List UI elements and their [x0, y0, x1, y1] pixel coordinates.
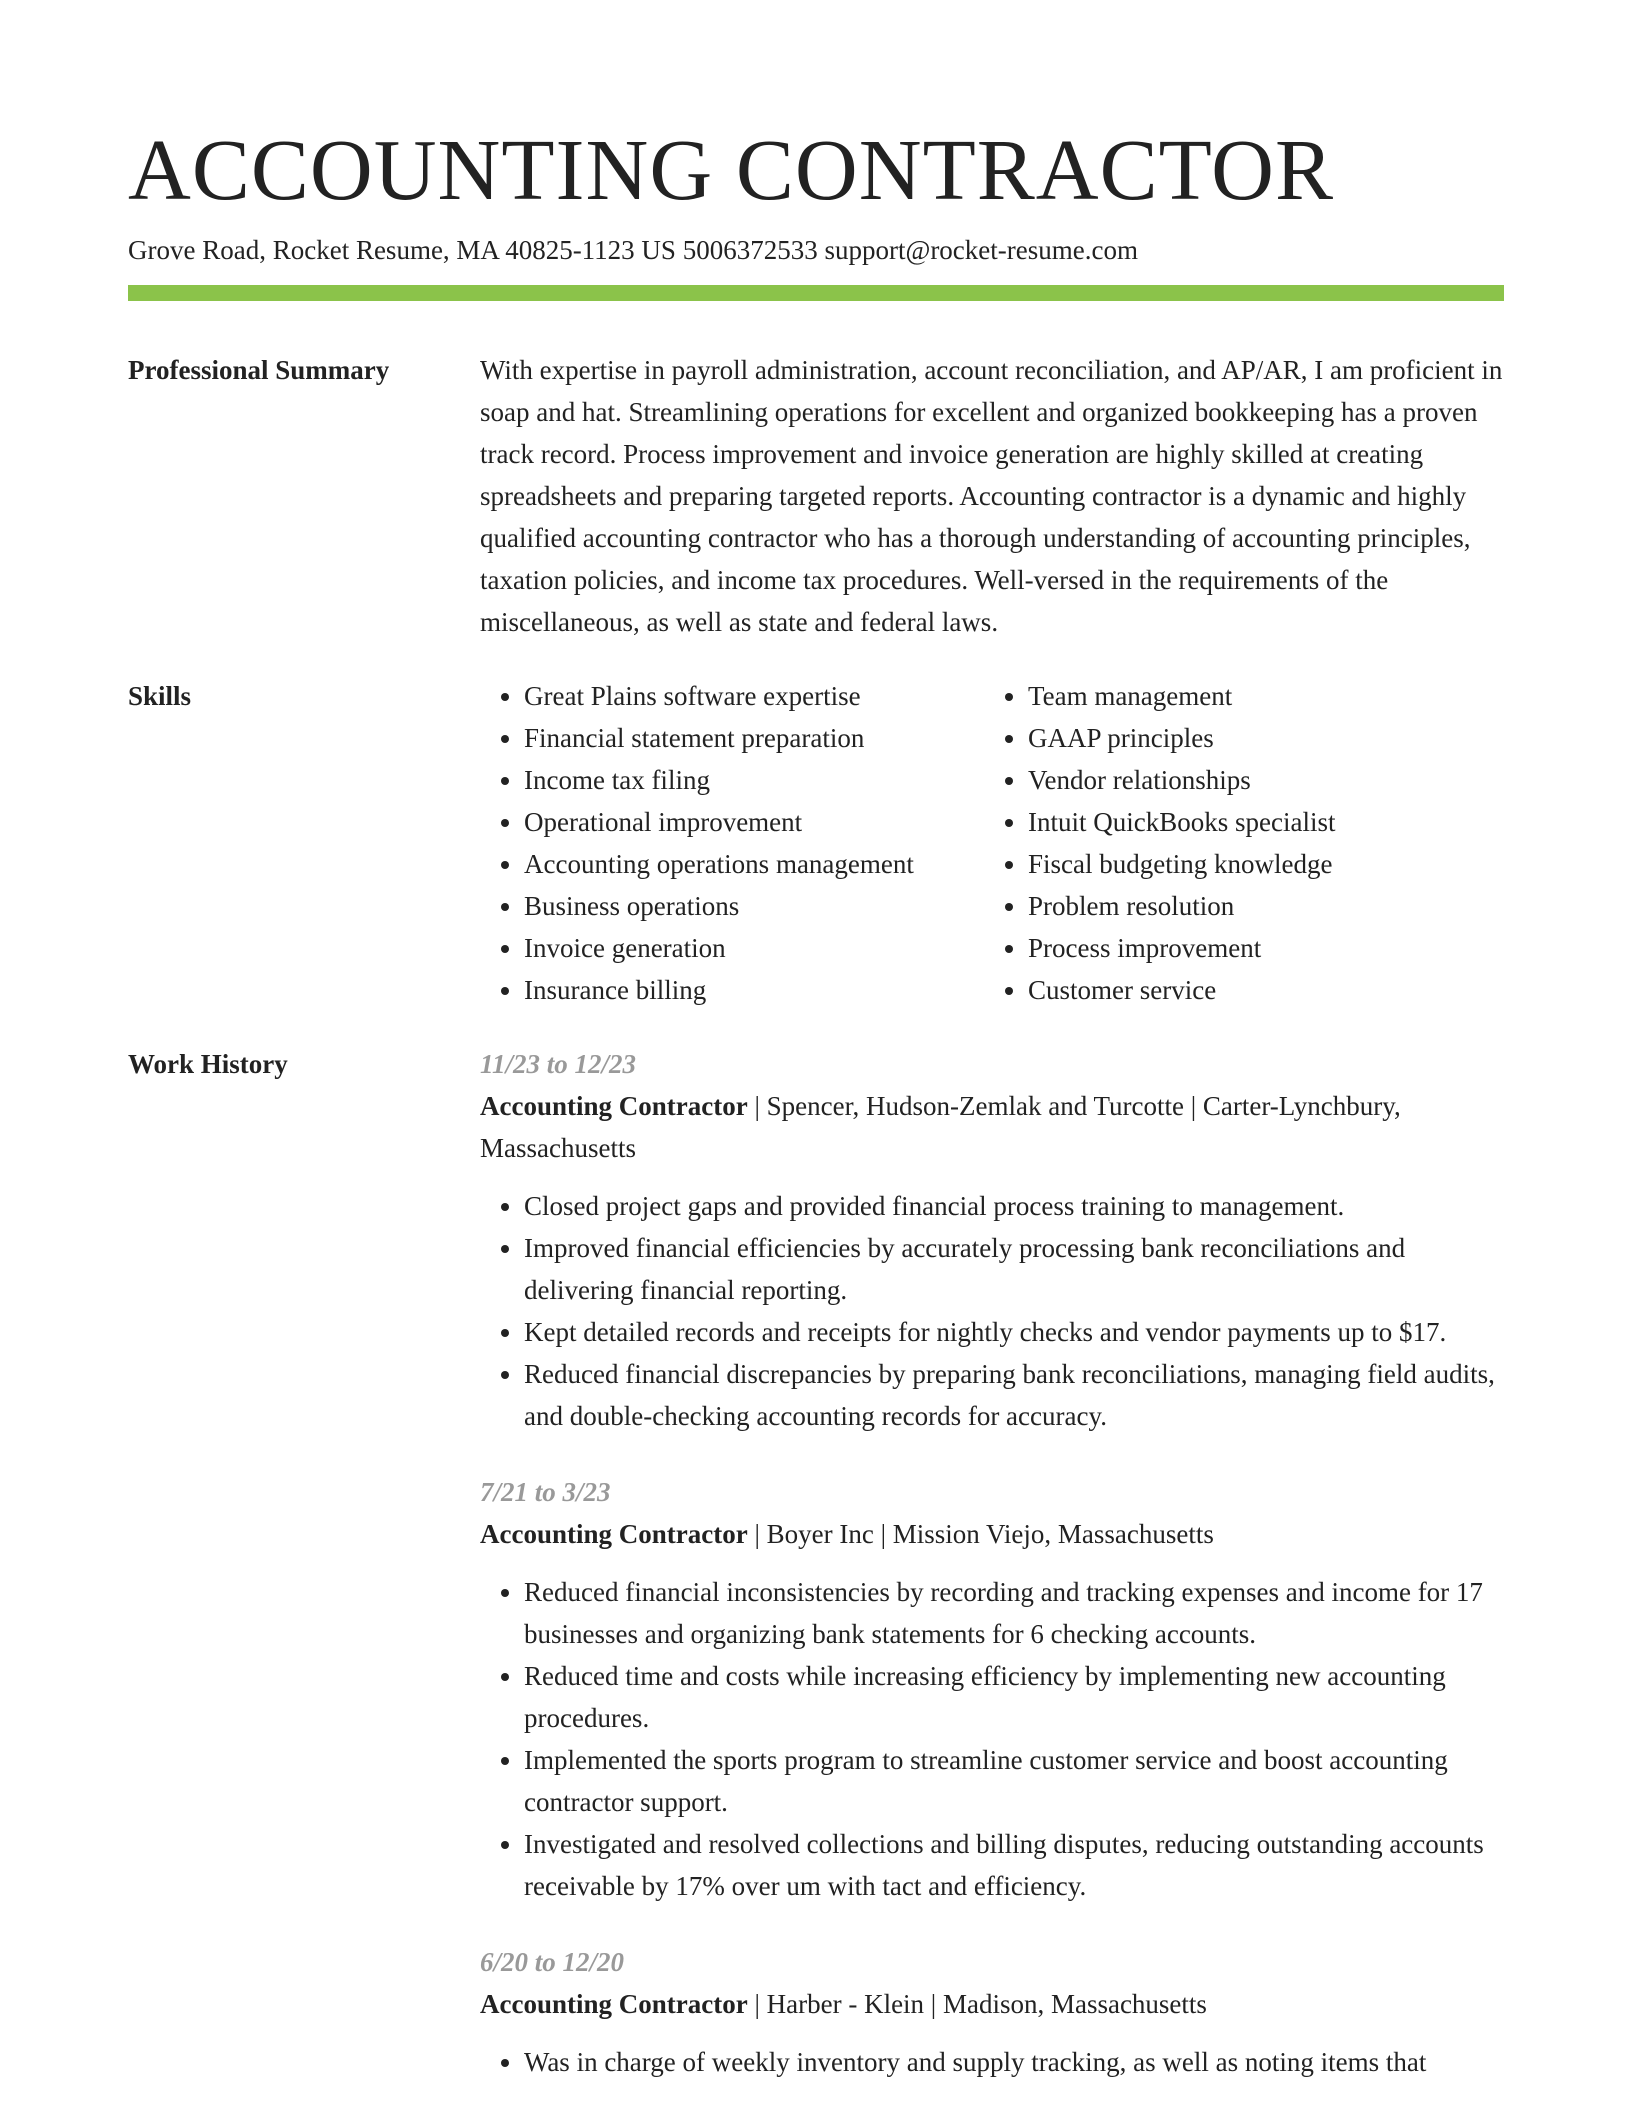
skills-column-right [984, 675, 1488, 1011]
resume-header [128, 118, 1504, 270]
job-bullet: • Reduced time and costs while increasing efficiency by implementing new accounting procedures. [524, 1655, 1504, 1739]
job-bullet: • Kept detailed records and receipts for nightly checks and vendor payments up to $17. [524, 1311, 1504, 1353]
job-entry [480, 1941, 1504, 2083]
skill-item: • GAAP principles [1028, 717, 1488, 759]
job-bullet: • Improved financial efficiencies by accurately processing bank reconciliations and delivering financial reporting. [524, 1227, 1504, 1311]
job-bullets [480, 1185, 1504, 1437]
job-bullet: • Closed project gaps and provided financial process training to management. [524, 1185, 1504, 1227]
job-bullet: • Investigated and resolved collections and billing disputes, reducing outstanding accounts receivable by 17% over um with tact and efficiency. [524, 1823, 1504, 1907]
skill-item: • Great Plains software expertise [524, 675, 984, 717]
job-title: Accounting Contractor [480, 1989, 748, 2019]
contact-line [128, 230, 1504, 270]
job-bullets [480, 1571, 1504, 1907]
job-details: | Boyer Inc | Mission Viejo, Massachusetts [747, 1519, 1214, 1549]
skill-item: • Business operations [524, 885, 984, 927]
job-entry [480, 1043, 1504, 1437]
job-bullet: • Reduced financial inconsistencies by recording and tracking expenses and income for 17 businesses and organizing bank statements for 6 checking accounts. [524, 1571, 1504, 1655]
skill-item: • Process improvement [1028, 927, 1488, 969]
work-history-body [480, 1043, 1504, 2112]
job-date: 11/23 to 12/23 [480, 1049, 637, 1079]
job-bullet: • Was in charge of weekly inventory and supply tracking, as well as noting items that [524, 2041, 1504, 2083]
job-bullet: • Implemented the sports program to streamline customer service and boost accounting contractor support. [524, 1739, 1504, 1823]
job-details: | Spencer, Hudson-Zemlak and Turcotte | Carter-Lynchbury, Massachusetts [480, 1091, 1401, 1163]
job-date: 6/20 to 12/20 [480, 1947, 625, 1977]
candidate-name: ACCOUNTING CONTRACTOR [128, 121, 1335, 218]
job-details: | Harber - Klein | Madison, Massachusetts [747, 1989, 1207, 2019]
header-divider [128, 285, 1504, 301]
section-label-summary: Professional Summary [128, 355, 390, 385]
skill-item: • Intuit QuickBooks specialist [1028, 801, 1488, 843]
contact-email: support@rocket-resume.com [824, 235, 1138, 265]
skill-item: • Insurance billing [524, 969, 984, 1011]
section-label-work-history: Work History [128, 1049, 288, 1079]
skill-item: • Operational improvement [524, 801, 984, 843]
job-title-line [480, 1983, 1504, 2025]
skill-item: • Invoice generation [524, 927, 984, 969]
contact-address: Grove Road, Rocket Resume, MA 40825-1123 US [128, 235, 676, 265]
job-title: Accounting Contractor [480, 1519, 748, 1549]
summary-body [480, 349, 1504, 643]
job-title-line [480, 1513, 1504, 1555]
skill-item: • Problem resolution [1028, 885, 1488, 927]
skills-list-right [984, 675, 1488, 1011]
job-date: 7/21 to 3/23 [480, 1477, 611, 1507]
skill-item: • Vendor relationships [1028, 759, 1488, 801]
contact-phone: 5006372533 [682, 235, 818, 265]
skills-column-left [480, 675, 984, 1011]
skill-item: • Team management [1028, 675, 1488, 717]
section-label-skills: Skills [128, 681, 192, 711]
skill-item: • Fiscal budgeting knowledge [1028, 843, 1488, 885]
job-bullet: • Reduced financial discrepancies by preparing bank reconciliations, managing field audits, and double-checking accounting records for accuracy. [524, 1353, 1504, 1437]
skill-item: • Income tax filing [524, 759, 984, 801]
skill-item: • Accounting operations management [524, 843, 984, 885]
job-entry [480, 1471, 1504, 1907]
skill-item: • Customer service [1028, 969, 1488, 1011]
job-bullets [480, 2041, 1504, 2083]
job-title-line [480, 1085, 1504, 1169]
job-title: Accounting Contractor [480, 1091, 748, 1121]
summary-text: With expertise in payroll administration, account reconciliation, and AP/AR, I am proficient in soap and hat. Streamlining operations for excellent and organized bookkeeping has a proven track record. Process improvement and invoice generation are highly skilled at creating spreadsheets and preparing targeted reports. Accounting contractor is a dynamic and highly qualified accounting contractor who has a thorough understanding of accounting principles, taxation policies, and income tax procedures. Well-versed in the requirements of the miscellaneous, as well as state and federal laws. [480, 355, 1503, 637]
skill-item: • Financial statement preparation [524, 717, 984, 759]
skills-body [480, 675, 1504, 1011]
skills-list-left [480, 675, 984, 1011]
